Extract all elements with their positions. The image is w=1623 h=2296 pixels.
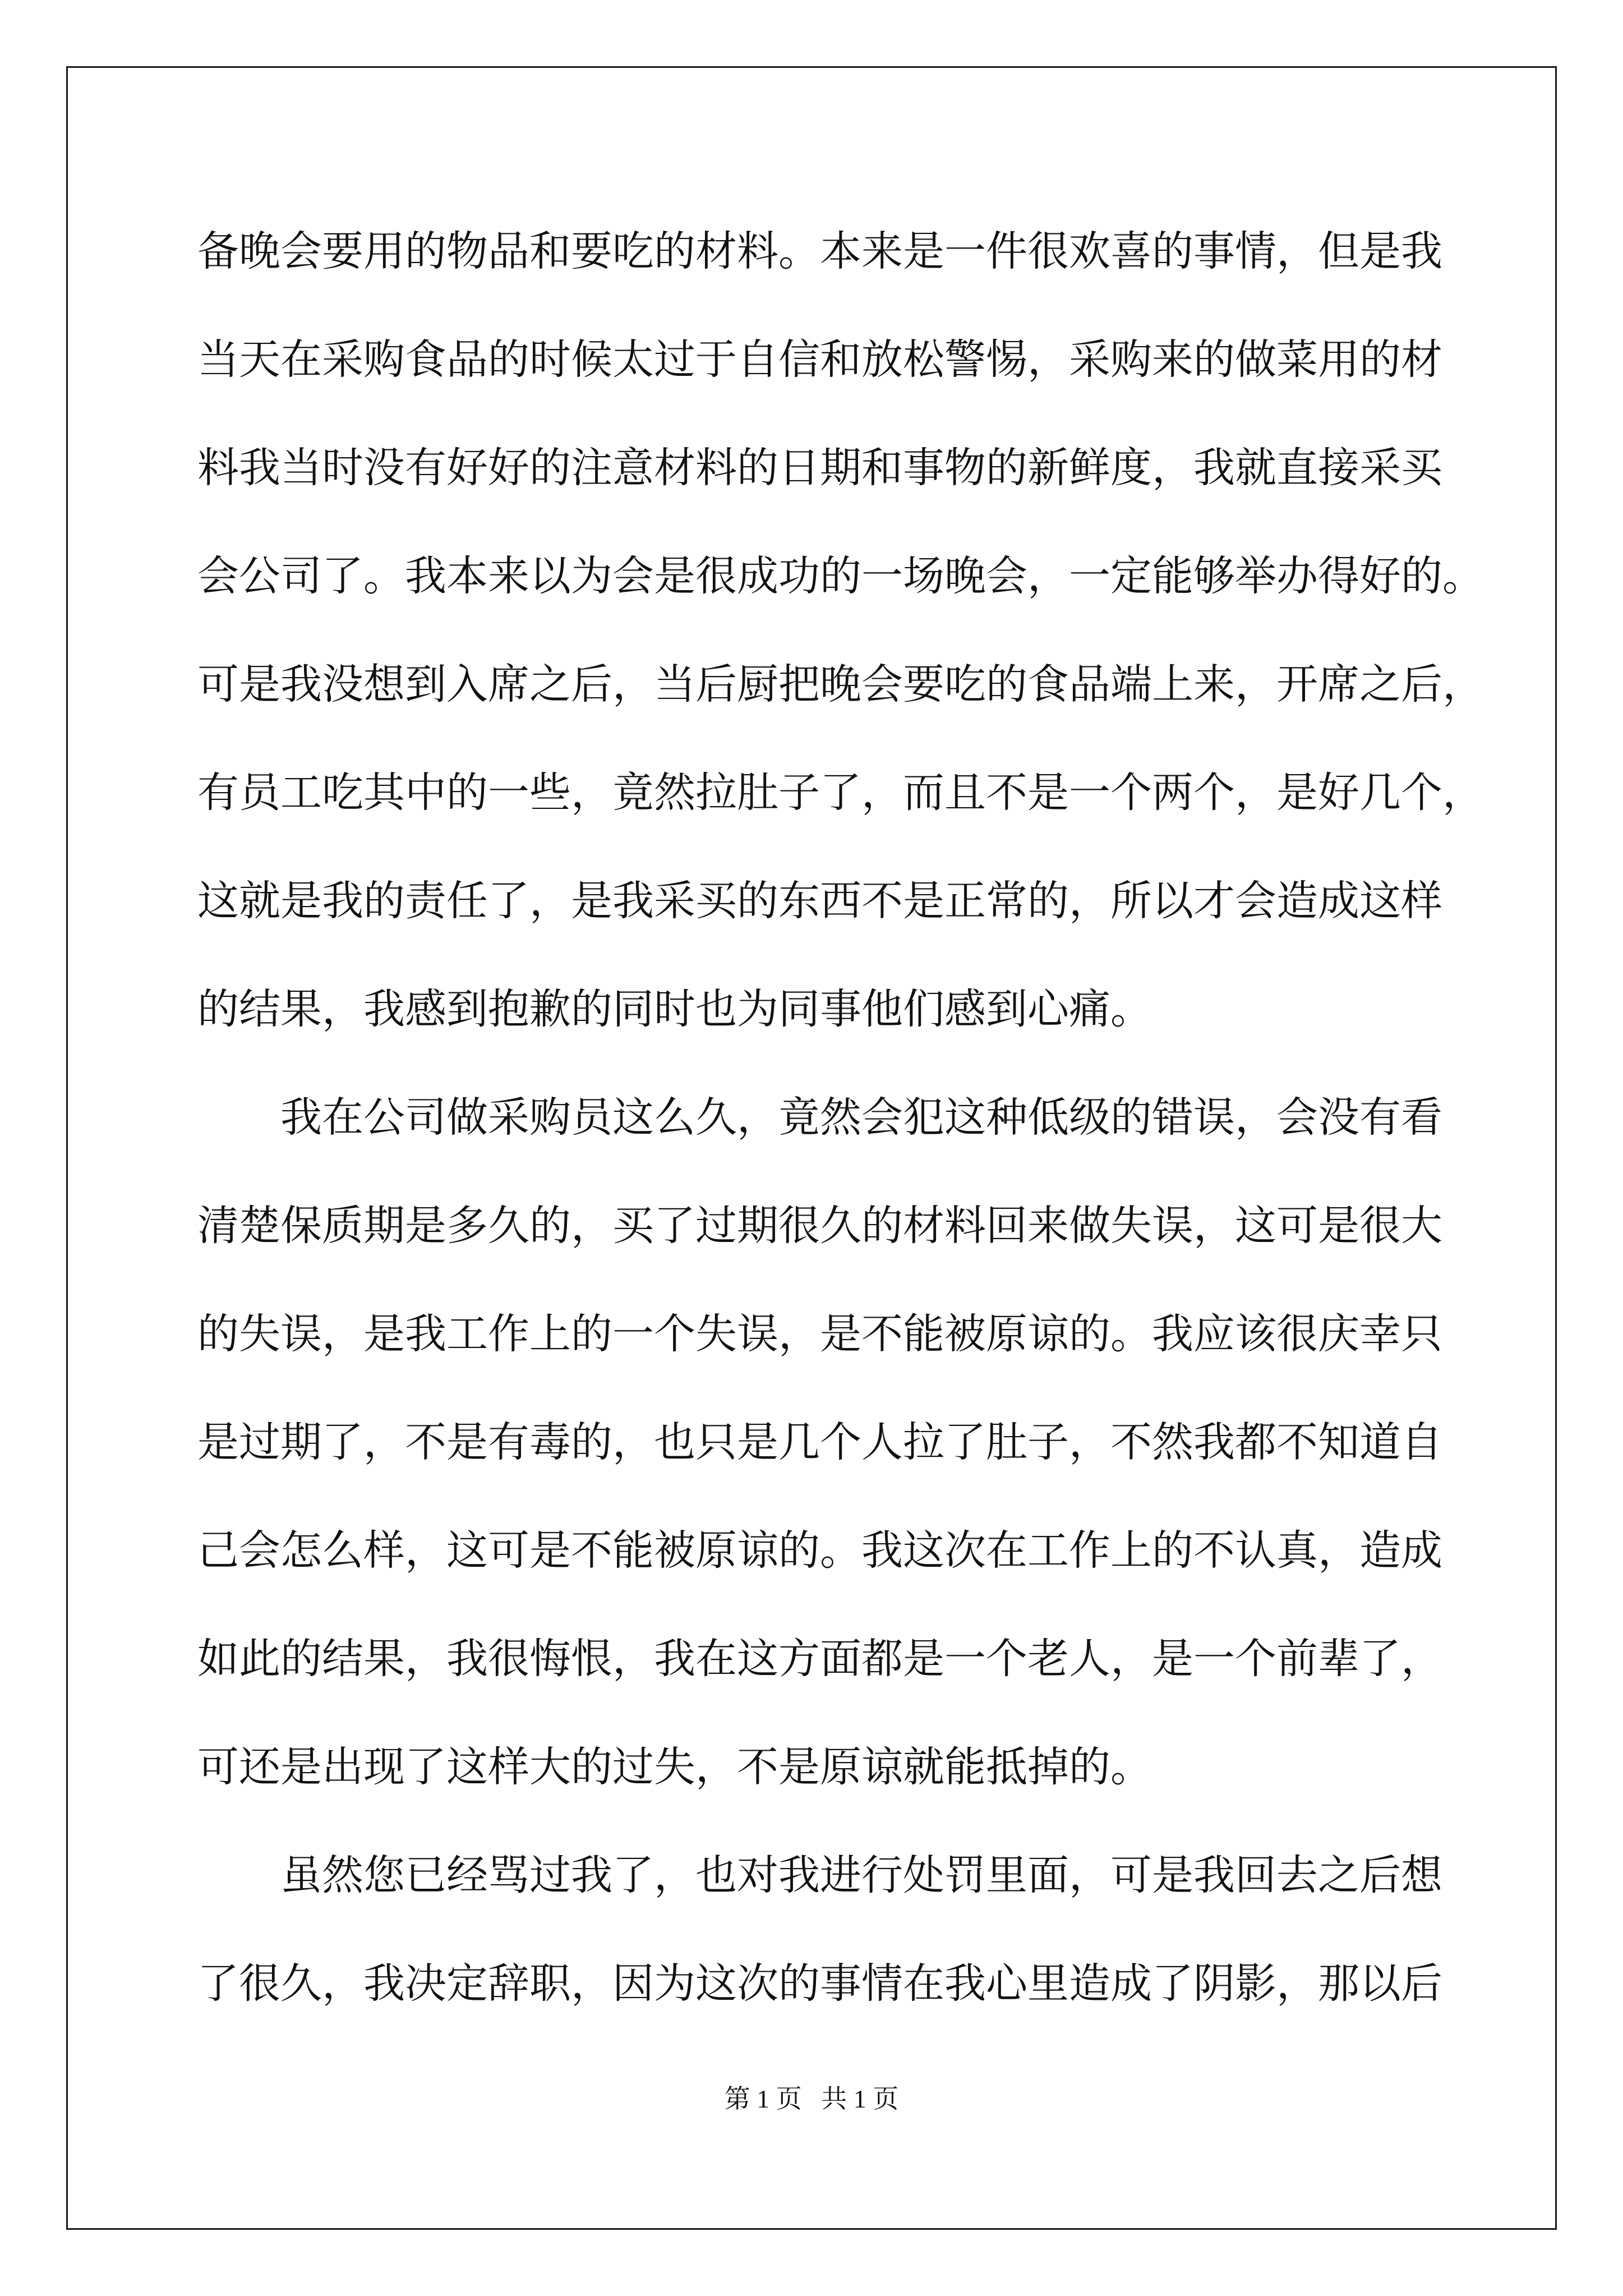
text-line: 了很久，我决定辞职，因为这次的事情在我心里造成了阴影，那以后 (197, 1959, 1442, 2008)
text-line: 的失误，是我工作上的一个失误，是不能被原谅的。我应该很庆幸只 (197, 1310, 1442, 1358)
document-body (197, 197, 1484, 2038)
text-line: 是过期了，不是有毒的，也只是几个人拉了肚子，不然我都不知道自 (197, 1418, 1442, 1466)
text-line: 会公司了。我本来以为会是很成功的一场晚会，一定能够举办得好的。 (197, 552, 1484, 600)
text-line: 可还是出现了这样大的过失，不是原谅就能抵掉的。 (197, 1743, 1152, 1791)
text-line: 清楚保质期是多久的，买了过期很久的材料回来做失误，这可是很大 (197, 1202, 1442, 1250)
text-line: 如此的结果，我很悔恨，我在这方面都是一个老人，是一个前辈了， (197, 1635, 1442, 1683)
text-line: 当天在采购食品的时候太过于自信和放松警惕，采购来的做菜用的材 (197, 335, 1442, 384)
paragraph-first-line: 虽然您已经骂过我了，也对我进行处罚里面，可是我回去之后想 (280, 1851, 1442, 1899)
text-line: 有员工吃其中的一些，竟然拉肚子了，而且不是一个两个，是好几个， (197, 769, 1484, 817)
paragraph-first-line: 我在公司做采购员这么久，竟然会犯这种低级的错误，会没有看 (280, 1093, 1442, 1142)
text-line: 己会怎么样，这可是不能被原谅的。我这次在工作上的不认真，造成 (197, 1526, 1442, 1575)
text-line: 料我当时没有好好的注意材料的日期和事物的新鲜度，我就直接采买 (197, 444, 1442, 492)
text-line: 的结果，我感到抱歉的同时也为同事他们感到心痛。 (197, 985, 1152, 1033)
text-line: 备晚会要用的物品和要吃的材料。本来是一件很欢喜的事情，但是我 (197, 227, 1442, 275)
text-line: 可是我没想到入席之后，当后厨把晚会要吃的食品端上来，开席之后， (197, 660, 1484, 708)
page-footer: 第 1 页 共 1 页 (724, 2085, 899, 2113)
text-line: 这就是我的责任了，是我采买的东西不是正常的，所以才会造成这样 (197, 877, 1442, 925)
